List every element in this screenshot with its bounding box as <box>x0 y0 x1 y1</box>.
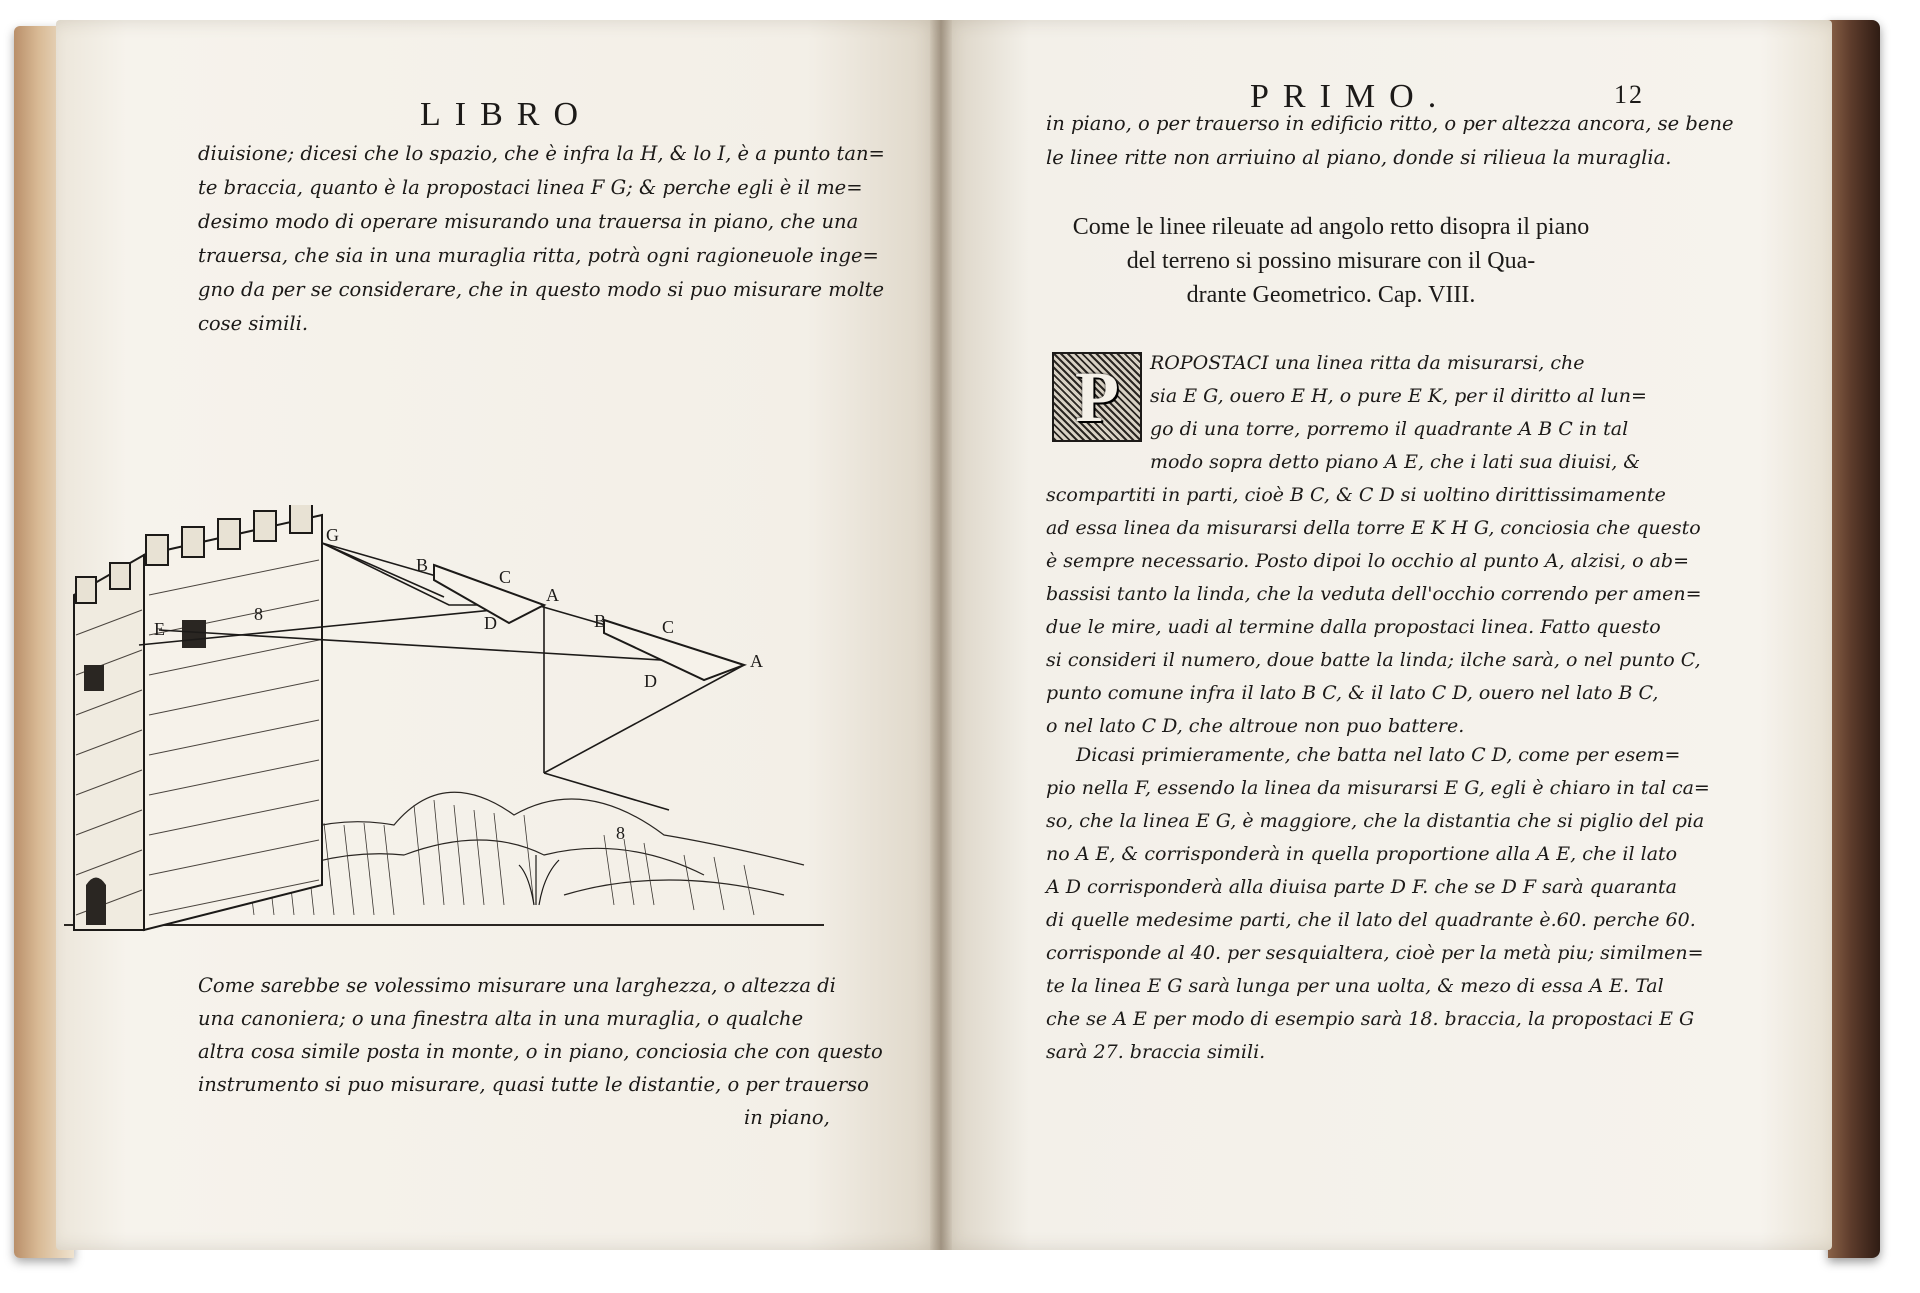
text-line: sia E G, ouero E H, o pure E K, per il diritto al lun= <box>1150 385 1647 407</box>
text-line: Dicasi primieramente, che batta nel lato C D, come per esem= <box>1076 744 1681 766</box>
text-line: trauersa, che sia in una muraglia ritta, potrà ogni ragioneuole inge= <box>198 244 879 267</box>
text-line: te la linea E G sarà lunga per una uolta, & mezo di essa A E. Tal <box>1046 975 1664 997</box>
left-running-header: LIBRO <box>420 96 592 133</box>
tower-woodcut-illustration <box>64 505 844 945</box>
text-line: no A E, & corrisponderà in quella proportione alla A E, che il lato <box>1046 843 1678 865</box>
text-line: si consideri il numero, doue batte la linda; ilche sarà, o nel punto C, <box>1046 649 1701 671</box>
label-c: C <box>499 567 512 587</box>
label-b: B <box>416 555 429 575</box>
text-line: A D corrisponderà alla diuisa parte D F. che se D F sarà quaranta <box>1046 876 1677 898</box>
illuminated-drop-cap <box>1052 352 1142 442</box>
text-line: scompartiti in parti, cioè B C, & C D si uoltino dirittissimamente <box>1046 484 1666 506</box>
text-line: o nel lato C D, che altroue non puo battere. <box>1046 715 1465 737</box>
label-e: E <box>154 619 165 639</box>
text-line: di quelle medesime parti, che il lato del quadrante è.60. perche 60. <box>1046 909 1696 931</box>
label-d: D <box>484 613 497 633</box>
text-line: in piano, o per trauerso in edificio ritto, o per altezza ancora, se bene <box>1046 112 1734 135</box>
text-line: te braccia, quanto è la propostaci linea F G; & perche egli è il me= <box>198 176 863 199</box>
text-line: ROPOSTACI una linea ritta da misurarsi, che <box>1150 352 1585 374</box>
text-line: Come sarebbe se volessimo misurare una larghezza, o altezza di <box>198 974 836 997</box>
text-line: gno da per se considerare, che in questo modo si puo misurare molte <box>198 278 885 301</box>
text-line: corrisponde al 40. per sesquialtera, cioè per la metà piu; similmen= <box>1046 942 1704 964</box>
text-line: modo sopra detto piano A E, che i lati sua diuisi, & <box>1150 451 1641 473</box>
text-line: altra cosa simile posta in monte, o in piano, conciosia che con questo <box>198 1040 883 1063</box>
chapter-title-line: Come le linee rileuate ad angolo retto disopra il piano <box>1072 214 1590 240</box>
text-line: che se A E per modo di esempio sarà 18. braccia, la propostaci E G <box>1046 1008 1695 1030</box>
right-binding-edges <box>1828 20 1880 1258</box>
page-number: 12 <box>1614 80 1644 109</box>
tower-window <box>182 620 206 648</box>
text-line: le linee ritte non arriuino al piano, donde si rilieua la muraglia. <box>1046 146 1672 169</box>
chapter-title-line: del terreno si possino misurare con il Qua- <box>1126 248 1536 274</box>
text-line: punto comune infra il lato B C, & il lato C D, ouero nel lato B C, <box>1046 682 1659 704</box>
label-a: A <box>750 651 763 671</box>
text-line: diuisione; dicesi che lo spazio, che è infra la H, & lo I, è a punto tan= <box>198 142 885 165</box>
chapter-title-line: drante Geometrico. Cap. VIII. <box>1186 282 1476 308</box>
text-line: sarà 27. braccia simili. <box>1046 1041 1266 1063</box>
text-line: è sempre necessario. Posto dipoi lo occhio al punto A, alzisi, o ab= <box>1046 550 1689 572</box>
text-line: due le mire, uadi al termine dalla propostaci linea. Fatto questo <box>1046 616 1661 638</box>
text-line: so, che la linea E G, è maggiore, che la distantia che si piglio del pia <box>1046 810 1705 832</box>
text-line: una canoniera; o una finestra alta in una muraglia, o qualche <box>198 1007 804 1030</box>
book-gutter <box>930 20 952 1250</box>
label-eight-ground: 8 <box>616 823 625 843</box>
text-line: bassisi tanto la linda, che la veduta dell'occhio correndo per amen= <box>1046 583 1702 605</box>
quadrant-instrument <box>434 565 744 680</box>
label-c: C <box>662 617 675 637</box>
label-b: B <box>594 611 607 631</box>
label-g: G <box>326 525 339 545</box>
text-line: cose simili. <box>198 312 309 335</box>
drop-cap-letter: P <box>1075 356 1119 437</box>
text-line: pio nella F, essendo la linea da misurarsi E G, egli è chiaro in tal ca= <box>1046 777 1710 799</box>
text-line: instrumento si puo misurare, quasi tutte le distantie, o per trauerso <box>198 1073 869 1096</box>
right-running-header: PRIMO. <box>1250 78 1451 115</box>
text-line: go di una torre, porremo il quadrante A B C in tal <box>1150 418 1629 440</box>
text-line: in piano, <box>744 1106 830 1129</box>
text-line: desimo modo di operare misurando una trauersa in piano, che una <box>198 210 859 233</box>
label-eight-wall: 8 <box>254 604 263 624</box>
text-line: ad essa linea da misurarsi della torre E K H G, conciosia che questo <box>1046 517 1701 539</box>
label-a: A <box>546 585 559 605</box>
label-d: D <box>644 671 657 691</box>
plant-drawing <box>519 855 559 905</box>
tower-door <box>86 878 106 926</box>
tower-window <box>84 665 104 691</box>
